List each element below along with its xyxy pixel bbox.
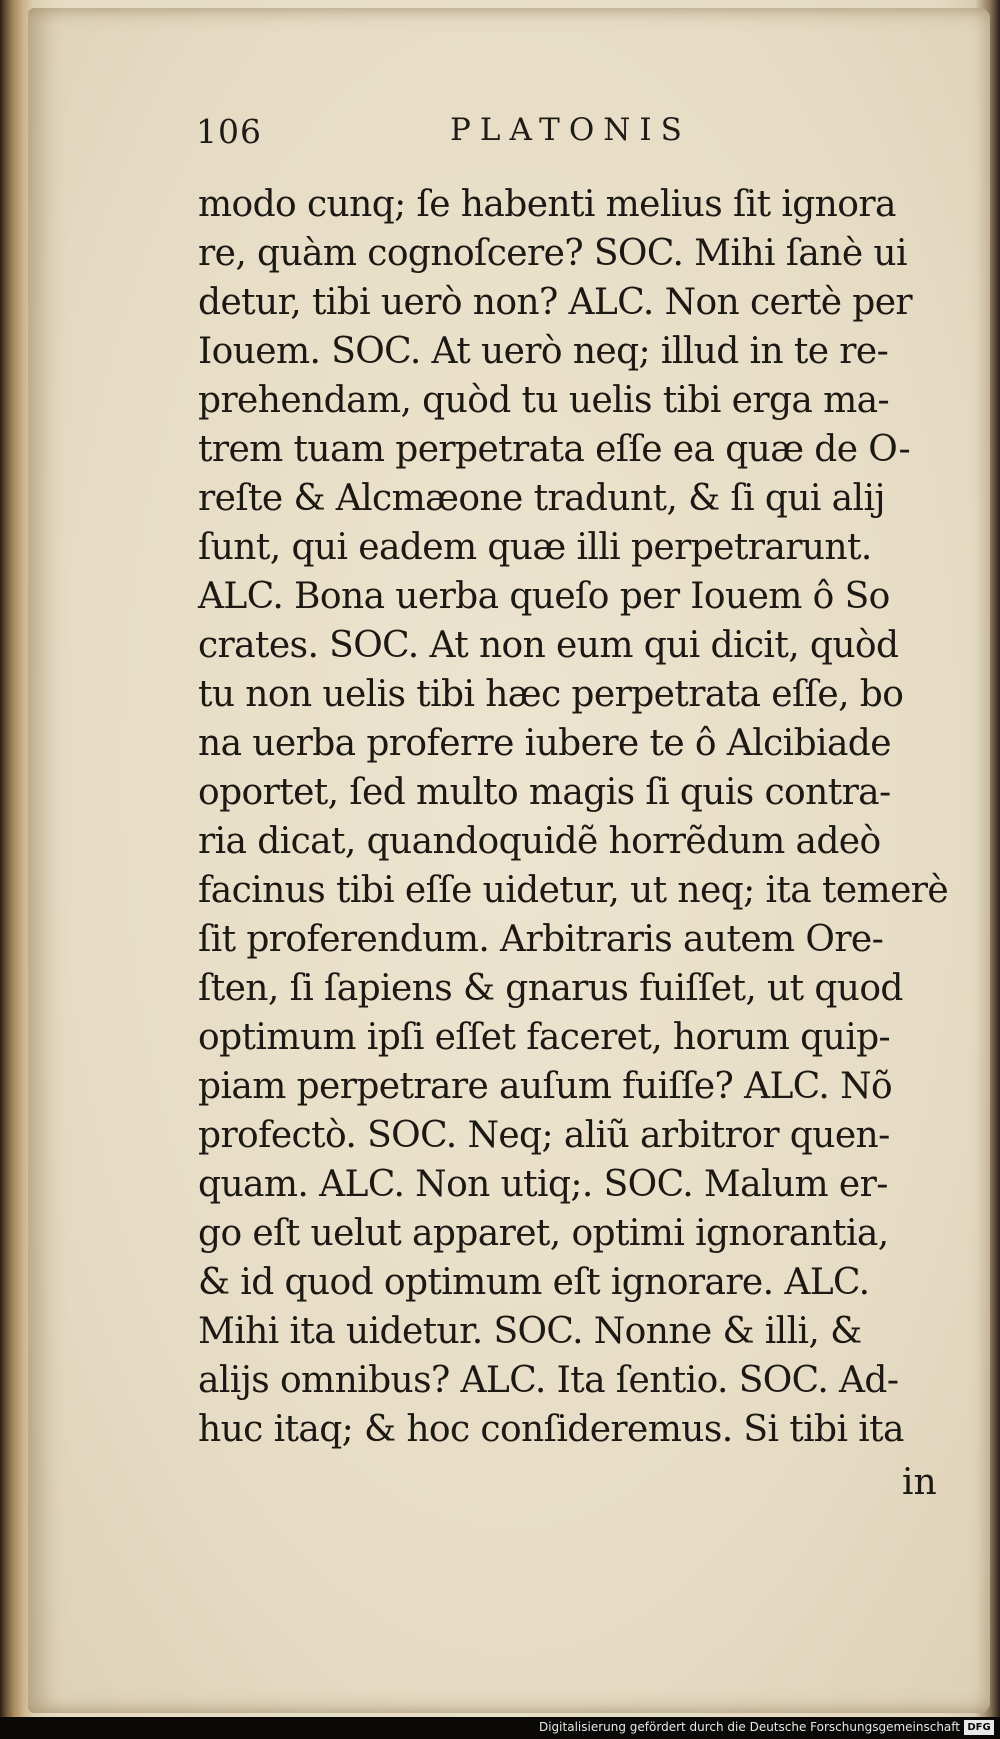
- text-line: alijs omnibus? ALC. Ita ſentio. SOC. Ad-: [198, 1360, 899, 1401]
- funding-credit: Digitalisierung gefördert durch die Deutsche Forschungsgemeinschaft: [538, 1720, 960, 1734]
- text-line: optimum ipſi eſſet faceret, horum quip-: [198, 1017, 891, 1058]
- text-line: oportet, ſed multo magis ſi quis contra-: [198, 772, 891, 813]
- text-line: Iouem. SOC. At uerò neq; illud in te re-: [198, 331, 889, 372]
- text-line: tu non uelis tibi hæc perpetrata eſſe, bo: [198, 674, 904, 715]
- page-number: 106: [196, 112, 262, 151]
- catchword: in: [902, 1462, 937, 1503]
- text-line: crates. SOC. At non eum qui dicit, quòd: [198, 625, 899, 666]
- text-line: piam perpetrare auſum fuiſſe? ALC. Nõ: [198, 1066, 893, 1107]
- text-line: huc itaq; & hoc conſideremus. Si tibi ita: [198, 1409, 904, 1450]
- text-line: ſit proferendum. Arbitraris autem Ore-: [198, 919, 884, 960]
- body-text: [198, 180, 958, 1454]
- text-line: trem tuam perpetrata eſſe ea quæ de O-: [198, 429, 911, 470]
- running-title: PLATONIS: [450, 112, 691, 148]
- page-header: [196, 112, 956, 158]
- text-line: detur, tibi uerò non? ALC. Non certè per: [198, 282, 913, 323]
- text-line: quam. ALC. Non utiq;. SOC. Malum er-: [198, 1164, 888, 1205]
- dfg-logo: DFG: [964, 1720, 994, 1735]
- text-line: go eſt uelut apparet, optimi ignorantia,: [198, 1213, 889, 1254]
- text-line: profectò. SOC. Neq; aliũ arbitror quen-: [198, 1115, 890, 1156]
- digitization-footer: [0, 1717, 1000, 1739]
- text-line: Mihi ita uidetur. SOC. Nonne & illi, &: [198, 1311, 862, 1352]
- text-line: modo cunq; ſe habenti melius ſit ignora: [198, 184, 896, 225]
- text-line: facinus tibi eſſe uidetur, ut neq; ita temerè: [198, 870, 949, 911]
- text-line: na uerba proferre iubere te ô Alcibiade: [198, 723, 891, 764]
- text-line: ſten, ſi ſapiens & gnarus fuiſſet, ut quod: [198, 968, 903, 1009]
- text-line: reſte & Alcmæone tradunt, & ſi qui alij: [198, 478, 885, 519]
- text-line: & id quod optimum eſt ignorare. ALC.: [198, 1262, 870, 1303]
- text-line: ſunt, qui eadem quæ illi perpetrarunt.: [198, 527, 872, 568]
- text-line: ria dicat, quandoquidẽ horrẽdum adeò: [198, 821, 881, 862]
- text-line: prehendam, quòd tu uelis tibi erga ma-: [198, 380, 890, 421]
- text-line: ALC. Bona uerba queſo per Iouem ô So: [198, 576, 890, 617]
- text-line: re, quàm cognoſcere? SOC. Mihi ſanè ui: [198, 233, 907, 274]
